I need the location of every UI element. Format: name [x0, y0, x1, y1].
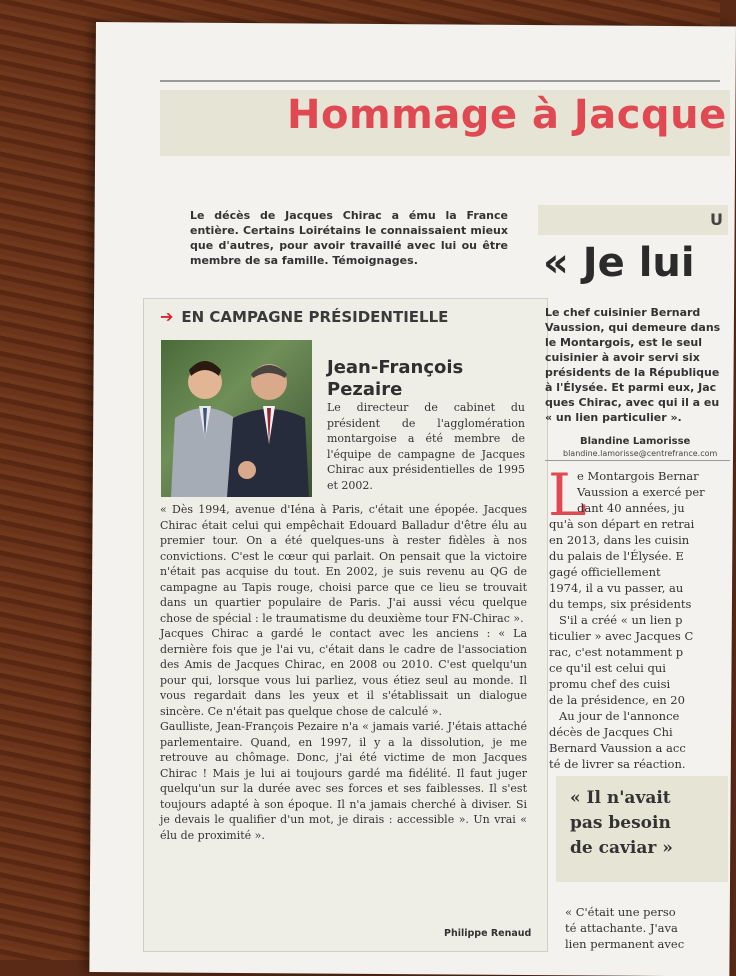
chapo-line: cuisinier à avoir servi six [545, 351, 700, 364]
top-rule [160, 80, 720, 82]
body-line: de la présidence, en 20 [549, 693, 685, 707]
body-line: en 2013, dans les cuisin [549, 533, 690, 547]
box-title [160, 307, 448, 326]
chapo-line: le Montargois, est le seul [545, 336, 703, 349]
body-line: ce qu'il est celui qui [549, 661, 666, 675]
page-headline: Hommage à Jacque [287, 92, 727, 138]
chevron-right-icon: ➔ [160, 307, 174, 326]
right-column-tab [538, 205, 728, 235]
body-line: qu'à son départ en retrai [549, 517, 695, 531]
tail-line: lien permanent avec [565, 937, 685, 951]
box-body [160, 502, 527, 843]
right-column-tab-letter: U [710, 210, 723, 229]
body-line: té de livrer sa réaction. [549, 757, 686, 771]
body-line: gagé officiellement [549, 565, 661, 579]
intro-paragraph: Le décès de Jacques Chirac a ému la France entière. Certains Loirétains le connaissaient mieux que d'autres, pour avoir travaillé avec lui ou être membre de sa famille. Témoignages. [190, 209, 508, 267]
body-paragraph: Jacques Chirac a gardé le contact avec les anciens : « La dernière fois que je l'ai vu, c'était dans le cadre de l'association des Amis de Jacques Chirac, en 2008 ou 2010. C'est quelqu'un pour qui, lorsque vous lui parliez, vous étiez seul au monde. Il vous regardait dans les yeux et il s'établissait un dialogue sincère. Ce n'était pas quelque chose de calculé ». [160, 627, 527, 718]
box-title-text: EN CAMPAGNE PRÉSIDENTIELLE [181, 308, 449, 326]
pull-quote-line: « Il n'avait [570, 788, 671, 808]
tail-line: té attachante. J'ava [565, 921, 678, 935]
body-line: du palais de l'Élysée. E [549, 549, 684, 563]
jacques-chirac-figure [223, 348, 311, 497]
right-column-tail [565, 904, 730, 952]
person-name-line1: Jean-François [327, 357, 464, 378]
chapo-line: à l'Élysée. Et parmi eux, Jac [545, 381, 717, 394]
pull-quote-line: de caviar » [570, 838, 673, 858]
body-paragraph: Gaulliste, Jean-François Pezaire n'a « jamais varié. J'étais attaché parlementaire. Quand, en 1997, il y a la dissolution, je me retrouve au chômage. Donc, j'ai été victime de mon Jacques Chirac ! Mais je lui ai toujours gardé ma fidélité. Il faut juger quelqu'un sur la durée avec ses forces et ses faiblesses. Il s'est toujours adapté à son époque. Il n'a jamais cherché à diviser. Si je devais le qualifier d'un mot, je dirais : accessible ». Un vrai « élu de proximité ». [160, 720, 527, 842]
chapo-line: ques Chirac, avec qui il a eu [545, 396, 720, 409]
right-column-author: Blandine Lamorisse [580, 436, 691, 447]
drop-cap: L [548, 461, 587, 529]
body-line: dant 40 années, ju [577, 501, 685, 515]
body-paragraph: « Dès 1994, avenue d'Iéna à Paris, c'était une épopée. Jacques Chirac était celui qui empêchait Edouard Balladur d'être élu au premier tour. On a été quelques-uns à rester fidèles à nos convictions. C'est le cœur qui parlait. On pensait que la victoire n'était pas acquise du tout. En 2002, je suis revenu au QG de campagne au Tapis rouge, choisi parce que ce lieu se trouvait dans un quartier populaire de Paris. J'ai aussi vécu quelque chose de spécial : le traumatisme du deuxième tour FN-Chirac ». [160, 503, 527, 625]
body-line: rac, c'est notamment p [549, 645, 684, 659]
right-column-email: blandine.lamorisse@centrefrance.com [563, 449, 718, 458]
tail-line: « C'était une perso [565, 905, 676, 919]
chapo-line: présidents de la République [545, 366, 720, 379]
box-author: Philippe Renaud [444, 928, 532, 939]
person-name [327, 357, 463, 401]
right-column-chapo [545, 305, 730, 425]
body-line: Vaussion a exercé per [577, 485, 705, 499]
portrait-photo [161, 340, 312, 497]
body-line: 1974, il a vu passer, au [549, 581, 684, 595]
body-line: décès de Jacques Chi [549, 725, 673, 739]
right-column-headline: « Je lui [543, 240, 695, 286]
chapo-line: Le chef cuisinier Bernard [545, 306, 701, 319]
chapo-line: Vaussion, qui demeure dans [545, 321, 721, 334]
body-line: e Montargois Bernar [577, 469, 699, 483]
pull-quote [570, 786, 673, 861]
body-line: S'il a créé « un lien p [559, 613, 683, 627]
body-line: Bernard Vaussion a acc [549, 741, 686, 755]
box-lede: Le directeur de cabinet du président de l'agglomération montargoise a été membre de l'équipe de campagne de Jacques Chirac aux présidentielles de 1995 et 2002. [327, 401, 525, 492]
pull-quote-line: pas besoin [570, 813, 671, 833]
person-name-line2: Pezaire [327, 379, 403, 400]
body-line: ticulier » avec Jacques C [549, 629, 694, 643]
pull-quote-box [556, 776, 728, 882]
body-line: promu chef des cuisi [549, 677, 671, 691]
body-line: Au jour de l'annonce [559, 709, 680, 723]
body-line: du temps, six présidents [549, 597, 692, 611]
right-column-body [548, 461, 729, 772]
chapo-line: « un lien particulier ». [545, 411, 682, 424]
